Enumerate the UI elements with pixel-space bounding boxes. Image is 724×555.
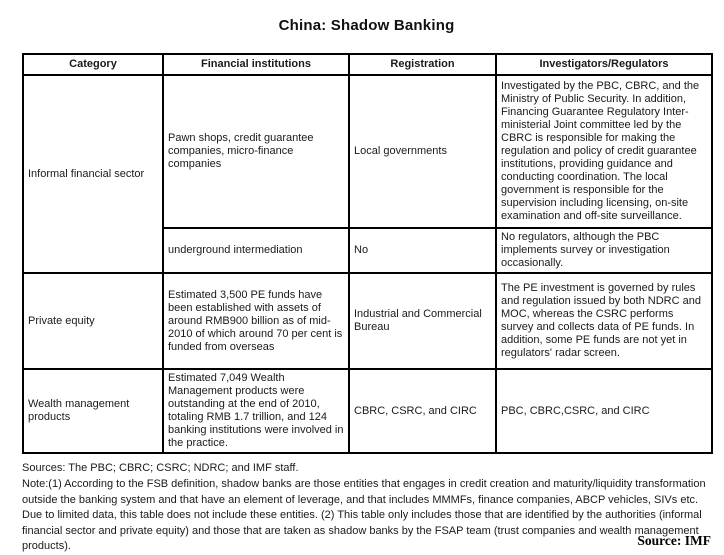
header-investigators-regulators: Investigators/Regulators bbox=[496, 54, 712, 75]
header-registration: Registration bbox=[349, 54, 496, 75]
cell-registration-no: No bbox=[349, 228, 496, 273]
cell-regulators-private-equity: The PE investment is governed by rules and regulation issued by both NDRC and MOC, whereas the CSRC performs survey and collects data of PE funds. In addition, some PE funds are not yet in regulators' radar screen. bbox=[496, 273, 712, 369]
cell-institutions-wealth-products: Estimated 7,049 Wealth Management products were outstanding at the end of 2010, totaling RMB 1.7 trillion, and 124 banking institutions were involved in the practice. bbox=[163, 369, 349, 453]
cell-institutions-underground: underground intermediation bbox=[163, 228, 349, 273]
cell-regulators-underground: No regulators, although the PBC implements survey or investigation occasionally. bbox=[496, 228, 712, 273]
cell-registration-industrial-commercial: Industrial and Commercial Bureau bbox=[349, 273, 496, 369]
note-text: Note:(1) According to the FSB definition, shadow banks are those entities that engages in credit creation and maturity/liquidity transformation outside the banking system and that have an element of leverage, and that includes MMMFs, finance companies, ABCP vehicles, SIVs etc. Due to limited data, this table does not include these entities. (2) This table only includes those that are identified by the authorities (informal financial sector and private equity) and those that are taken as shadow banks by the FSAP team (trust companies and wealth management products). bbox=[22, 478, 706, 552]
cell-category-wealth-management: Wealth management products bbox=[23, 369, 163, 453]
table-row bbox=[23, 369, 712, 453]
cell-registration-local-governments: Local governments bbox=[349, 75, 496, 228]
cell-category-informal: Informal financial sector bbox=[23, 75, 163, 273]
cell-regulators-informal: Investigated by the PBC, CBRC, and the Ministry of Public Security. In addition, Financing Guarantee Regulatory Inter-ministerial Joint committee led by the CBRC is responsible for making the regulation and policy of credit guarantee institutions, providing guidance and conducting coordination. The local government is responsible for the supervision including licensing, on-site examination and off-site surveillance. bbox=[496, 75, 712, 228]
source-imf-label: Source: IMF bbox=[637, 533, 711, 548]
page-title: China: Shadow Banking bbox=[278, 17, 455, 34]
shadow-banking-table bbox=[22, 53, 713, 454]
table-row bbox=[23, 273, 712, 369]
table-header-row bbox=[23, 54, 712, 75]
header-financial-institutions: Financial institutions bbox=[163, 54, 349, 75]
sources-line: Sources: The PBC; CBRC; CSRC; NDRC; and IMF staff. bbox=[22, 462, 299, 474]
cell-institutions-pawn-shops: Pawn shops, credit guarantee companies, micro-finance companies bbox=[163, 75, 349, 228]
table-row bbox=[23, 75, 712, 228]
cell-registration-cbrc-csrc-circ: CBRC, CSRC, and CIRC bbox=[349, 369, 496, 453]
cell-category-private-equity: Private equity bbox=[23, 273, 163, 369]
cell-regulators-wealth-management: PBC, CBRC,CSRC, and CIRC bbox=[496, 369, 712, 453]
cell-institutions-pe-funds: Estimated 3,500 PE funds have been established with assets of around RMB900 billion as of mid-2010 of which around 70 per cent is funded from overseas bbox=[163, 273, 349, 369]
header-category: Category bbox=[23, 54, 163, 75]
